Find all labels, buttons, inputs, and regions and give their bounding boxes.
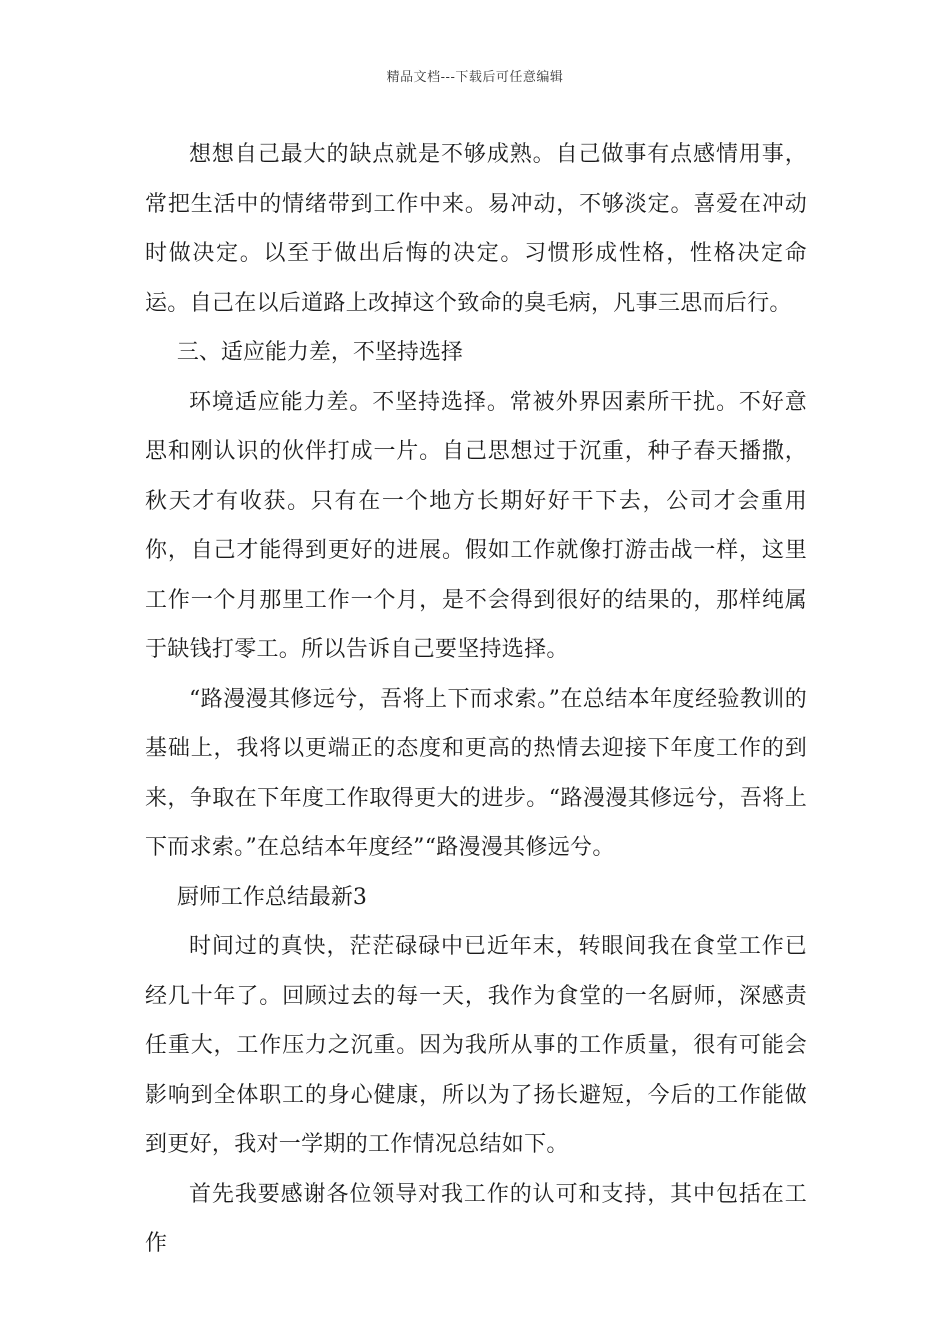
paragraph-quote-summary: “路漫漫其修远兮，吾将上下而求索。”在总结本年度经验教训的基础上，我将以更端正的态度和更高的热情去迎接下年度工作的到来，争取在下年度工作取得更大的进步。“路漫漫其修远兮，吾将上下而求索。”在总结本年度经”“路漫漫其修远兮。	[145, 686, 807, 860]
paragraph-time-review: 时间过的真快，茫茫碌碌中已近年末，转眼间我在食堂工作已经几十年了。回顾过去的每一天，我作为食堂的一名厨师，深感责任重大，工作压力之沉重。因为我所从事的工作质量，很有可能会影响到全体职工的身心健康，所以为了扬长避短，今后的工作能做到更好，我对一学期的工作情况总结如下。	[145, 934, 807, 1157]
paragraph-shortcomings: 想想自己最大的缺点就是不够成熟。自己做事有点感情用事，常把生活中的情绪带到工作中来。易冲动，不够淡定。喜爱在冲动时做决定。以至于做出后悔的决定。习惯形成性格，性格决定命运。自己在以后道路上改掉这个致命的臭毛病，凡事三思而后行。	[145, 142, 807, 316]
section-heading-adaptability: 三、适应能力差，不坚持选择	[176, 340, 463, 365]
paragraph-thanks: 首先我要感谢各位领导对我工作的认可和支持，其中包括在工作	[145, 1181, 807, 1256]
paragraph-adaptability: 环境适应能力差。不坚持选择。常被外界因素所干扰。不好意思和刚认识的伙伴打成一片。自己思想过于沉重，种子春天播撒，秋天才有收获。只有在一个地方长期好好干下去，公司才会重用你，自己才能得到更好的进展。假如工作就像打游击战一样，这里工作一个月那里工作一个月，是不会得到很好的结果的，那样纯属于缺钱打零工。所以告诉自己要坚持选择。	[145, 389, 807, 662]
page-header: 精品文档---下载后可任意编辑	[386, 70, 564, 85]
document-body	[145, 130, 807, 1269]
section-heading-chef-summary: 厨师工作总结最新3	[176, 884, 367, 910]
